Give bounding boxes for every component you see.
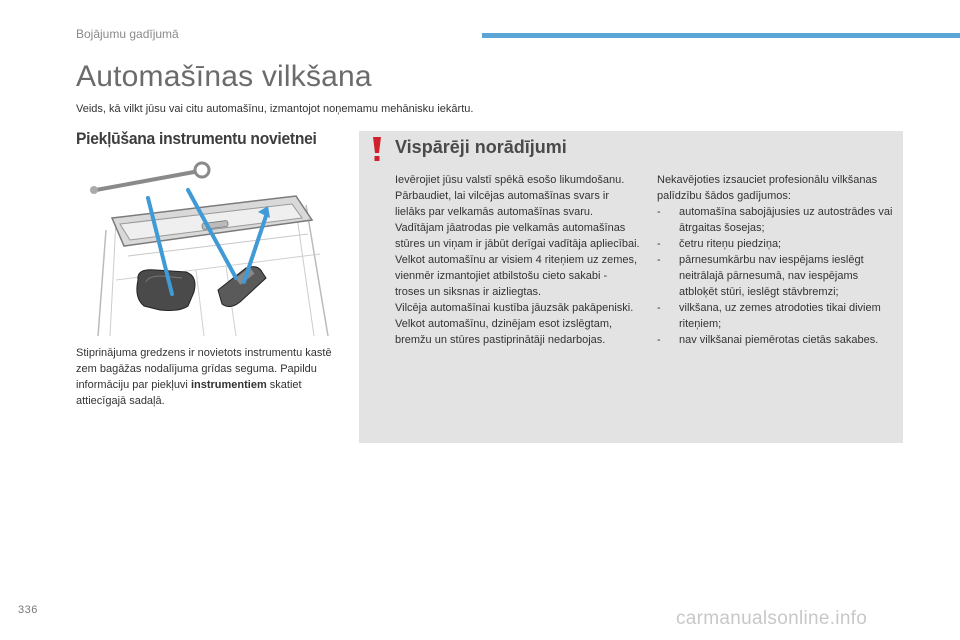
access-text-after: skatiet attiecīgajā sadaļā.	[76, 379, 302, 407]
list-item: - četru riteņu piedziņa;	[657, 236, 897, 252]
list-item: - nav vilkšanai piemērotas cietās sakabes.	[657, 332, 897, 348]
general-note-paragraph: Vadītājam jāatrodas pie velkamās automašīnas stūres un viņam ir jābūt derīgai vadītāja apliecībai.	[395, 222, 640, 250]
list-item: - vilkšana, uz zemes atrodoties tikai diviem riteņiem;	[657, 300, 897, 332]
access-description	[76, 345, 346, 409]
general-note-paragraph: Velkot automašīnu, dzinējam esot izslēgtam, bremžu un stūres pastiprinātāji nedarbojas.	[395, 318, 613, 346]
exclamation-warning-icon-svg	[369, 136, 385, 162]
general-note-paragraph: Ievērojiet jūsu valstī spēkā esošo likumdošanu.	[395, 174, 625, 186]
trunk-illustration-svg	[76, 160, 338, 336]
general-notes-heading: Vispārēji norādījumi	[395, 137, 567, 157]
right-column-intro: Nekavējoties izsauciet profesionālu vilkšanas palīdzību šādos gadījumos:	[657, 174, 878, 202]
general-notes-right-column	[657, 172, 897, 348]
towing-cases-list	[657, 204, 897, 348]
watermark: carmanualsonline.info	[676, 608, 868, 629]
page-intro: Veids, kā vilkt jūsu vai citu automašīnu, izmantojot noņemamu mehānisku iekārtu.	[76, 103, 474, 115]
trunk-tool-storage-illustration	[76, 160, 338, 336]
access-heading: Piekļūšana instrumentu novietnei	[76, 129, 317, 148]
general-note-paragraph: Vilcēja automašīnai kustība jāuzsāk pakāpeniski.	[395, 302, 634, 314]
page-title: Automašīnas vilkšana	[76, 60, 372, 93]
general-note-paragraph: Velkot automašīnu ar visiem 4 riteņiem uz zemes, vienmēr izmantojiet atbilstošu cieto sakabi - troses un siksnas ir aizliegtas.	[395, 254, 638, 298]
header-accent-bar	[482, 33, 960, 38]
section-label: Bojājumu gadījumā	[76, 27, 179, 41]
exclamation-warning-icon	[369, 136, 385, 162]
access-text-bold: instrumentiem	[190, 379, 267, 391]
general-notes-left-column	[395, 172, 640, 348]
list-item: - automašīna sabojājusies uz autostrādes vai ātrgaitas šosejas;	[657, 204, 897, 236]
list-item: - pārnesumkārbu nav iespējams ieslēgt neitrālajā pārnesumā, nav iespējams atbloķēt stūri, ieslēgt stāvbremzi;	[657, 252, 897, 300]
access-text-before: Stiprinājuma gredzens ir novietots instrumentu kastē zem bagāžas nodalījuma grīdas seguma. Papildu informāciju par piekļuvi	[76, 347, 332, 391]
general-note-paragraph: Pārbaudiet, lai vilcējas automašīnas svars ir lielāks par velkamās automašīnas svaru.	[395, 190, 609, 218]
page-number: 336	[18, 604, 38, 616]
